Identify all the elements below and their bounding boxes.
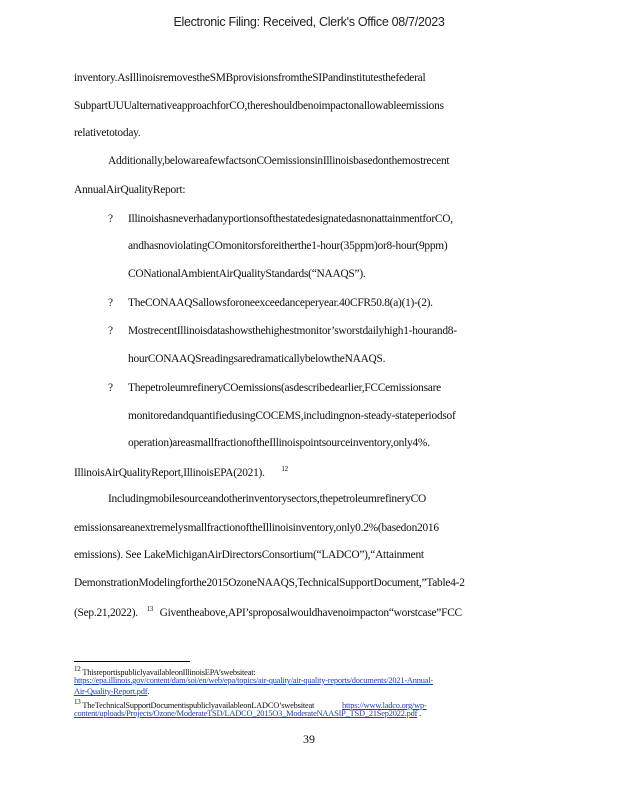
bullet-marker: ? <box>108 213 114 225</box>
bullet-line: hourCONAAQSreadingsaredramaticallybelowtheNAAQS. <box>128 353 386 365</box>
body-line: Additionally,belowareafewfactsonCOemissionsinIllinoisbasedonthemostrecent <box>108 155 450 167</box>
footnote-12-link-line <box>74 687 149 696</box>
bullet-line: IllinoishasneverhadanyportionsofthestatedesignatedasnonattainmentforCO, <box>128 213 453 225</box>
body-text: Giventheabove,API’sproposalwouldhavenoimpacton“worstcase”FCC <box>159 606 462 619</box>
body-line: relativetotoday. <box>74 127 141 139</box>
footnote-text: TheTechnicalSupportDocumentispubliclyavailableonLADCO’swebsiteat <box>82 700 315 710</box>
footnote-text: . <box>147 687 150 696</box>
bullet-line: andhasnoviolatingCOmonitorsforeitherthe1-hour(35ppm)or8-hour(9ppm) <box>128 240 448 252</box>
footnote-text: ThisreportispubliclyavailableonIllinoisEPA’swebsiteat: <box>82 667 256 677</box>
bullet-marker: ? <box>108 382 114 394</box>
body-line <box>74 605 462 619</box>
body-line: emissions). See LakeMichiganAirDirectorsConsortium(“LADCO”),“Attainment <box>74 549 424 561</box>
body-line: AnnualAirQualityReport: <box>74 184 186 196</box>
body-line: SubpartUUUalternativeapproachforCO,thereshouldbenoimpactonallowableemissions <box>74 100 444 112</box>
footnote-12-link[interactable]: https://epa.illinois.gov/content/dam/soi/en/web/epa/topics/air-quality/air-quality-reports/documents/2021-Annual- <box>74 676 433 685</box>
footnote-ref-13[interactable]: 13 <box>146 605 153 613</box>
page-number: 39 <box>303 732 315 746</box>
citation-text: IllinoisAirQualityReport,IllinoisEPA(2021). <box>74 466 265 479</box>
bullet-line: ThepetroleumrefineryCOemissions(asdescribedearlier,FCCemissionsare <box>128 382 441 394</box>
bullet-line: operation)areasmallfractionoftheIllinoispointsourceinventory,only4%. <box>128 437 430 449</box>
bullet-marker: ? <box>108 325 114 337</box>
footnote-text: . <box>419 709 421 718</box>
bullet-line: MostrecentIllinoisdatashowsthehighestmonitor’sworstdailyhigh1-hourand8- <box>128 325 457 337</box>
footnote-number: 13 <box>74 698 81 706</box>
body-line: DemonstrationModelingforthe2015OzoneNAAQS,TechnicalSupportDocument,”Table4-2 <box>74 577 465 589</box>
footnote-12-link[interactable]: Air-Quality-Report.pdf <box>74 687 148 696</box>
footnote-separator <box>74 661 190 662</box>
bullet-line: TheCONAAQSallowsforoneexceedanceperyear.40CFR50.8(a)(1)-(2). <box>128 297 433 309</box>
body-line: inventory.AsIllinoisremovestheSMBprovisionsfromtheSIPandinstitutesthefederal <box>74 72 426 84</box>
bullet-marker: ? <box>108 297 114 309</box>
bullet-line: CONationalAmbientAirQualityStandards(“NAAQS”). <box>128 268 366 280</box>
filing-header: Electronic Filing: Received, Clerk's Office 08/7/2023 <box>173 15 445 29</box>
footnote-12-link-line <box>74 676 433 685</box>
body-text: (Sep.21,2022). <box>74 606 138 619</box>
bullet-line: monitoredandquantifiedusingCOCEMS,includingnon-steady-stateperiodsof <box>128 410 456 422</box>
footnote-13-link[interactable]: content/uploads/Projects/Ozone/ModerateTSD/LADCO_2015O3_ModerateNAASIP_TSD_21Sep2022.pdf <box>74 709 418 718</box>
footnote-number: 12 <box>74 665 81 673</box>
citation-line <box>74 465 288 479</box>
body-line: Includingmobilesourceandotherinventorysectors,thepetroleumrefineryCO <box>108 493 426 505</box>
footnote-13-link[interactable]: https://www.ladco.org/wp- <box>342 700 427 710</box>
footnote-13-link-line <box>74 709 421 718</box>
footnote-ref-12[interactable]: 12 <box>281 465 288 473</box>
body-line: emissionsareanextremelysmallfractionoftheIllinoisinventory,only0.2%(basedon2016 <box>74 522 439 534</box>
